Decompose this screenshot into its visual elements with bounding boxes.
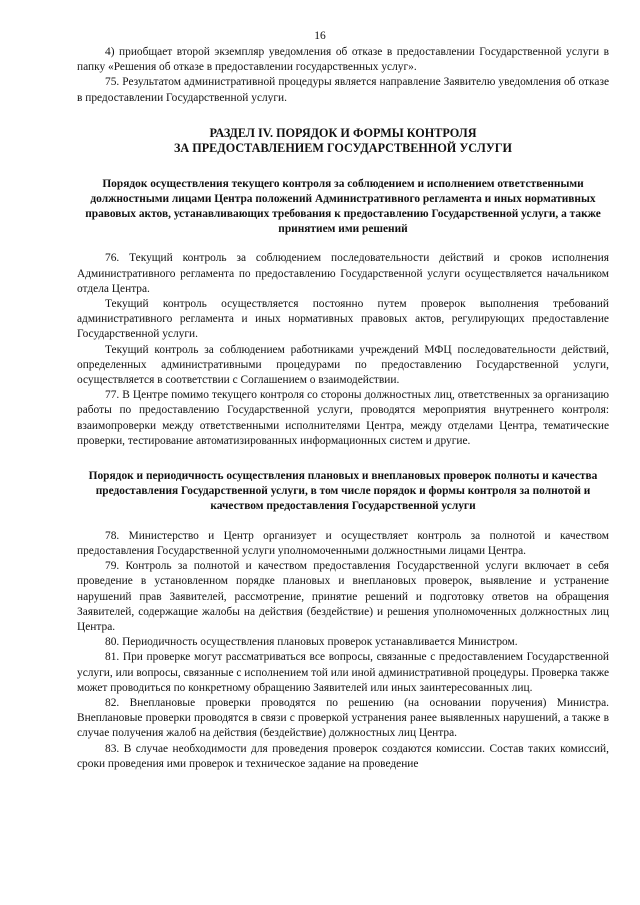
paragraph-81: 81. При проверке могут рассматриваться все вопросы, связанные с предоставлением Государственной услуги, или вопросы, связанные с исполнением той или иной административной процедуры. Проверка также может проводиться по конкретному обращению Заявителей или иных заинтересованных лиц. bbox=[77, 651, 609, 694]
subheading-current-control: Порядок осуществления текущего контроля за соблюдением и исполнением ответственными должностными лицами Центра положений Административного регламента и иных нормативных правовых актов, устанавливающих требования к предоставлению Государственной услуги, а также принятием ими решений bbox=[85, 177, 601, 236]
paragraph-76: 76. Текущий контроль за соблюдением последовательности действий и сроков исполнения Административного регламента по предоставлению Государственной услуги осуществляется начальником отдела Центра. bbox=[77, 252, 609, 295]
paragraph-83: 83. В случае необходимости для проведения проверок создаются комиссии. Состав таких комиссий, сроки проведения ими проверок и техническое задание на проведение bbox=[77, 742, 609, 770]
paragraph-item-4: 4) приобщает второй экземпляр уведомления об отказе в предоставлении Государственной услуги в папку «Решения об отказе в предоставлении государственных услуг». bbox=[77, 46, 609, 74]
section-title-line1: РАЗДЕЛ IV. ПОРЯДОК И ФОРМЫ КОНТРОЛЯ bbox=[209, 125, 477, 140]
page-number: 16 bbox=[314, 30, 326, 42]
paragraph-78: 78. Министерство и Центр организует и осуществляет контроль за полнотой и качеством предоставления Государственной услуги уполномоченными должностными лицами Центра. bbox=[77, 529, 609, 557]
paragraph-control-constant: Текущий контроль осуществляется постоянно путем проверок выполнения требований административного регламента и иных нормативных правовых актов, регулирующих предоставление Государственной услуги. bbox=[77, 298, 609, 341]
page-content bbox=[77, 45, 609, 772]
subheading-inspections: Порядок и периодичность осуществления плановых и внеплановых проверок полноты и качества предоставления Государственной услуги, в том числе порядок и формы контроля за полнотой и качеством предоставления Государственной услуги bbox=[88, 470, 598, 513]
paragraph-80: 80. Периодичность осуществления плановых проверок устанавливается Министром. bbox=[105, 636, 518, 649]
paragraph-77: 77. В Центре помимо текущего контроля со стороны должностных лиц, ответственных за организацию работы по предоставлению Государственной услуги, проводятся мероприятия внутреннего контроля: взаимопроверки между ответственными исполнителями Центра, между отделами Центра, тематические проверки, тестирование автоматизированных информационных систем и другие. bbox=[77, 389, 609, 447]
paragraph-79: 79. Контроль за полнотой и качеством предоставления Государственной услуги включает в себя проведение в установленном порядке плановых и внеплановых проверок, выявление и устранение нарушений прав Заявителей, рассмотрение, принятие решений и подготовку ответов на обращения Заявителей, содержащие жалобы на действия (бездействие) и решения уполномоченных должностных лиц Центра. bbox=[77, 560, 609, 633]
paragraph-82: 82. Внеплановые проверки проводятся по решению (на основании поручения) Министра. Внеплановые проверки проводятся в связи с проверкой устранения ранее выявленных нарушений, а также в случае получения жалоб на действия (бездействие) должностных лиц Центра. bbox=[77, 696, 609, 740]
paragraph-control-mfc: Текущий контроль за соблюдением работниками учреждений МФЦ последовательности действий, определенных административными процедурами по предоставлению Государственной услуги, осуществляется в соответствии с Соглашением о взаимодействии. bbox=[77, 343, 609, 387]
section-title-line2: ЗА ПРЕДОСТАВЛЕНИЕМ ГОСУДАРСТВЕННОЙ УСЛУГИ bbox=[173, 141, 513, 156]
paragraph-75: 75. Результатом административной процедуры является направление Заявителю уведомления об отказе в предоставлении Государственной услуги. bbox=[77, 76, 609, 104]
